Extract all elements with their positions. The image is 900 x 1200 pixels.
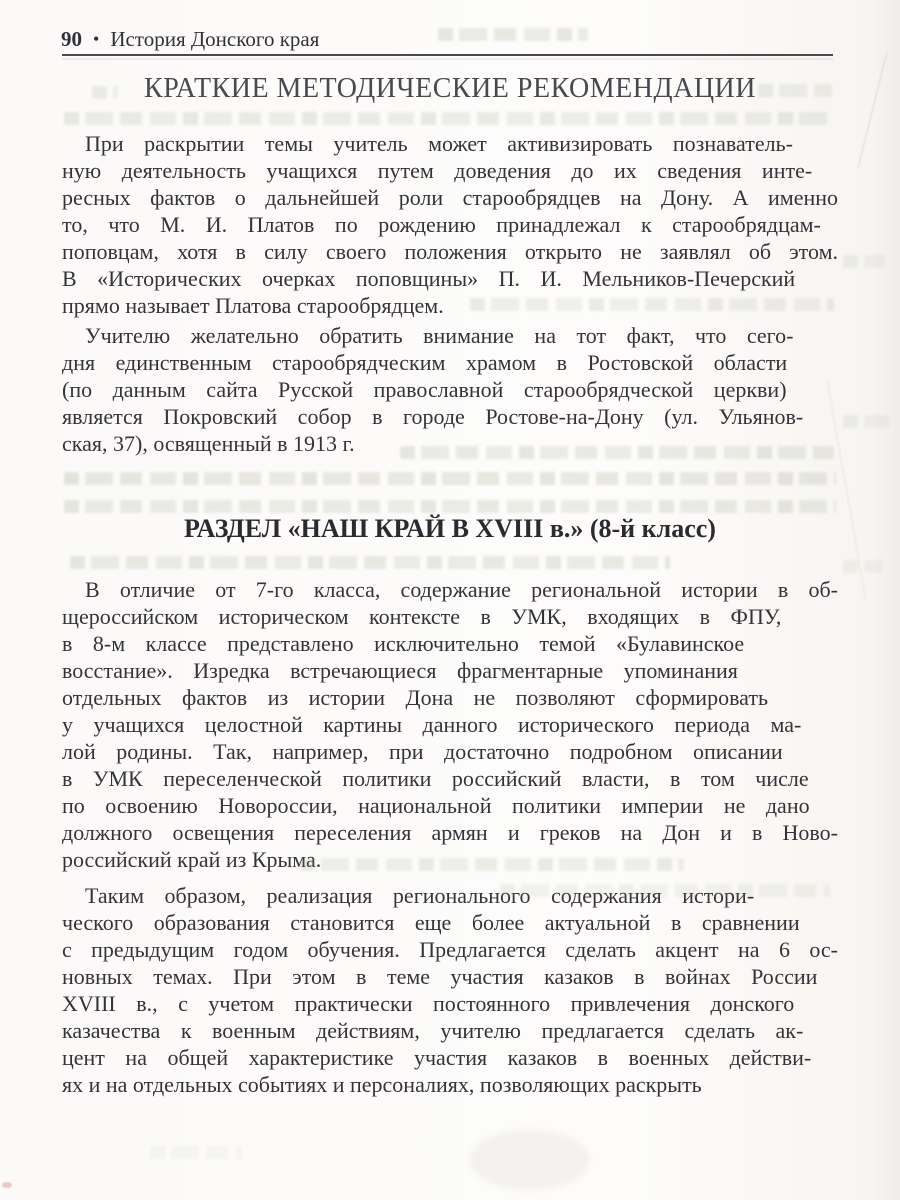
text-line: ческого образования становится еще более актуальной в сравнении [62, 910, 800, 935]
text-line: новных темах. При этом в теме участия казаков в войнах России [62, 964, 818, 989]
text-line: В «Исторических очерках поповщины» П. И. Мельников-Печерский [62, 266, 796, 291]
running-title: История Донского края [110, 27, 320, 51]
text-line: должного освещения переселения армян и греков на Дон и в Ново- [62, 820, 838, 845]
text-line: российский край из Крыма. [62, 847, 322, 872]
text-line: XVIII в., с учетом практически постоянного привлечения донского [62, 991, 795, 1016]
text-line: ях и на отдельных событиях и персоналиях, позволяющих раскрыть [62, 1072, 702, 1097]
bleedthrough-ghost [150, 1146, 242, 1159]
text-line: щероссийском историческом контексте в УМК, входящих в ФПУ, [62, 604, 782, 629]
text-line: у учащихся целостной картины данного исторического периода ма- [62, 712, 802, 737]
paragraph-1 [62, 130, 838, 319]
text-line: поповцам, хотя в силу своего положения открыто не заявлял об этом. [62, 239, 838, 264]
bleedthrough-ghost [300, 858, 684, 871]
paragraph-4 [62, 882, 838, 1098]
header-rule [62, 54, 833, 56]
text-line: казачества к военным действиям, учителю предлагается сделать ак- [62, 1018, 804, 1043]
paragraph-3 [62, 576, 838, 873]
text-line: ская, 37), освященный в 1913 г. [62, 431, 355, 456]
text-line: В отличие от 7-го класса, содержание региональной истории в об- [85, 577, 838, 602]
bleedthrough-ghost [843, 255, 885, 268]
bullet-separator: • [93, 29, 100, 49]
text-line: лой родины. Так, например, при достаточно подробном описании [62, 739, 783, 764]
text-line: является Покровский собор в городе Ростове-на-Дону (ул. Ульянов- [62, 404, 804, 429]
page-crease [857, 52, 887, 169]
bleedthrough-ghost [758, 84, 832, 97]
text-line: ную деятельность учащихся путем доведения до их сведения инте- [62, 158, 813, 183]
text-line: по освоению Новороссии, национальной политики империи не дано [62, 793, 810, 818]
text-line: При раскрытии темы учитель может активизировать познаватель- [85, 131, 793, 156]
bleedthrough-ghost [500, 884, 830, 897]
bleedthrough-ghost [843, 560, 883, 573]
text-line: ресных фактов о дальнейшей роли старообрядцев на Дону. А именно [62, 185, 838, 210]
bleedthrough-ghost [64, 472, 836, 485]
text-line: в 8-м классе представлено исключительно темой «Булавинское [62, 631, 745, 656]
paragraph-2 [62, 322, 838, 457]
page-number: 90 [61, 27, 82, 51]
text-line: цент на общей характеристике участия казаков в военных действи- [62, 1045, 812, 1070]
bleedthrough-ghost [470, 298, 834, 311]
text-line: дня единственным старообрядческим храмом в Ростовской области [62, 350, 788, 375]
text-line: Учителю желательно обратить внимание на тот факт, что сего- [85, 323, 794, 348]
bleedthrough-ghost [64, 112, 834, 125]
bleedthrough-ghost [438, 28, 588, 41]
text-line: восстание». Изредка встречающиеся фрагментарные упоминания [62, 658, 738, 683]
bleedthrough-ghost [400, 446, 834, 459]
chapter-title: КРАТКИЕ МЕТОДИЧЕСКИЕ РЕКОМЕНДАЦИИ [144, 73, 756, 104]
text-line: Таким образом, реализация регионального содержания истори- [85, 883, 755, 908]
page-header [61, 26, 319, 53]
bleedthrough-ghost [64, 500, 836, 513]
scan-smudge [470, 1130, 590, 1190]
section-heading: РАЗДЕЛ «НАШ КРАЙ В XVIII в.» (8-й класс) [184, 514, 716, 543]
text-line: то, что М. И. Платов по рождению принадлежал к старообрядцам- [62, 212, 821, 237]
text-line: отдельных фактов из истории Дона не позволяют сформировать [62, 685, 769, 710]
bleedthrough-ghost [92, 86, 118, 99]
ink-speck [2, 1182, 12, 1188]
text-line: прямо называет Платова старообрядцем. [62, 293, 444, 318]
bleedthrough-ghost [70, 556, 670, 569]
text-line: с предыдущим годом обучения. Предлагается сделать акцент на 6 ос- [62, 937, 838, 962]
text-line: (по данным сайта Русской православной старообрядческой церкви) [62, 377, 787, 402]
text-line: в УМК переселенческой политики российский власти, в том числе [62, 766, 809, 791]
bleedthrough-ghost [843, 415, 889, 428]
